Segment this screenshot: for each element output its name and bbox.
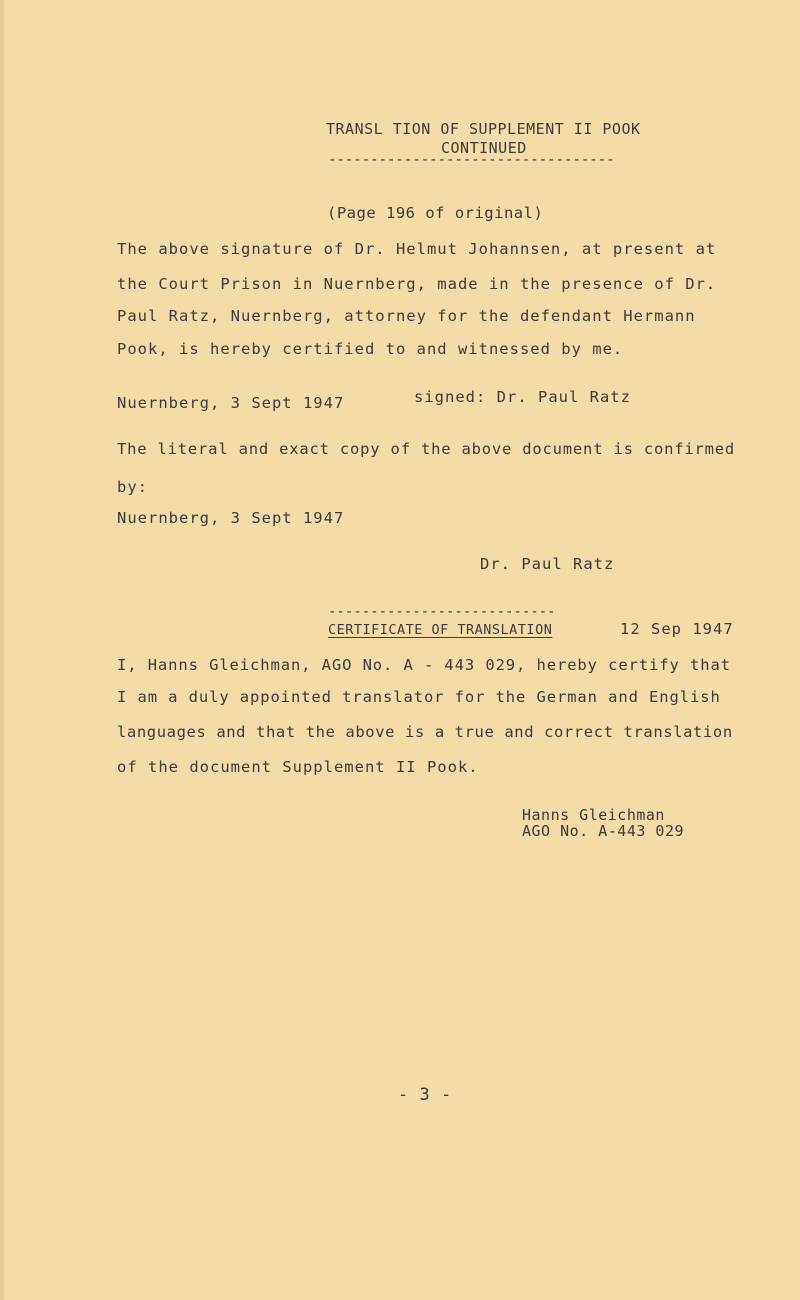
certificate-heading: CERTIFICATE OF TRANSLATION <box>328 622 553 638</box>
copy-confirmation-place-date: Nuernberg, 3 Sept 1947 <box>117 509 345 527</box>
title-rule: ---------------------------------- <box>328 152 615 168</box>
certificate-line-1: I, Hanns Gleichman, AGO No. A - 443 029, hereby certify that <box>117 656 731 674</box>
copy-confirmation-signer: Dr. Paul Ratz <box>480 555 615 573</box>
certificate-date: 12 Sep 1947 <box>620 620 734 638</box>
page-number: - 3 - <box>398 1085 452 1105</box>
document-title-continued: CONTINUED <box>441 139 527 157</box>
translator-ago-number: AGO No. A-443 029 <box>522 822 685 840</box>
certificate-rule: --------------------------- <box>328 604 556 620</box>
certification-line-1: The above signature of Dr. Helmut Johannsen, at present at <box>117 240 717 258</box>
document-title: TRANSL TION OF SUPPLEMENT II POOK <box>326 120 641 138</box>
certification-line-3: Paul Ratz, Nuernberg, attorney for the defendant Hermann <box>117 307 696 325</box>
certification-signed: signed: Dr. Paul Ratz <box>414 388 631 406</box>
certification-line-4: Pook, is hereby certified to and witnessed by me. <box>117 340 624 358</box>
certificate-line-3: languages and that the above is a true and correct translation <box>117 723 733 741</box>
certification-place-date: Nuernberg, 3 Sept 1947 <box>117 394 345 412</box>
translator-name: Hanns Gleichman <box>522 806 665 824</box>
copy-confirmation-line-1: The literal and exact copy of the above document is confirmed <box>117 440 736 458</box>
original-page-reference: (Page 196 of original) <box>327 204 544 222</box>
page-edge <box>0 0 4 1300</box>
certificate-line-4: of the document Supplement II Pook. <box>117 758 479 776</box>
certificate-line-2: I am a duly appointed translator for the German and English <box>117 688 721 706</box>
certification-line-2: the Court Prison in Nuernberg, made in the presence of Dr. <box>117 275 717 293</box>
copy-confirmation-line-2: by: <box>117 478 148 496</box>
